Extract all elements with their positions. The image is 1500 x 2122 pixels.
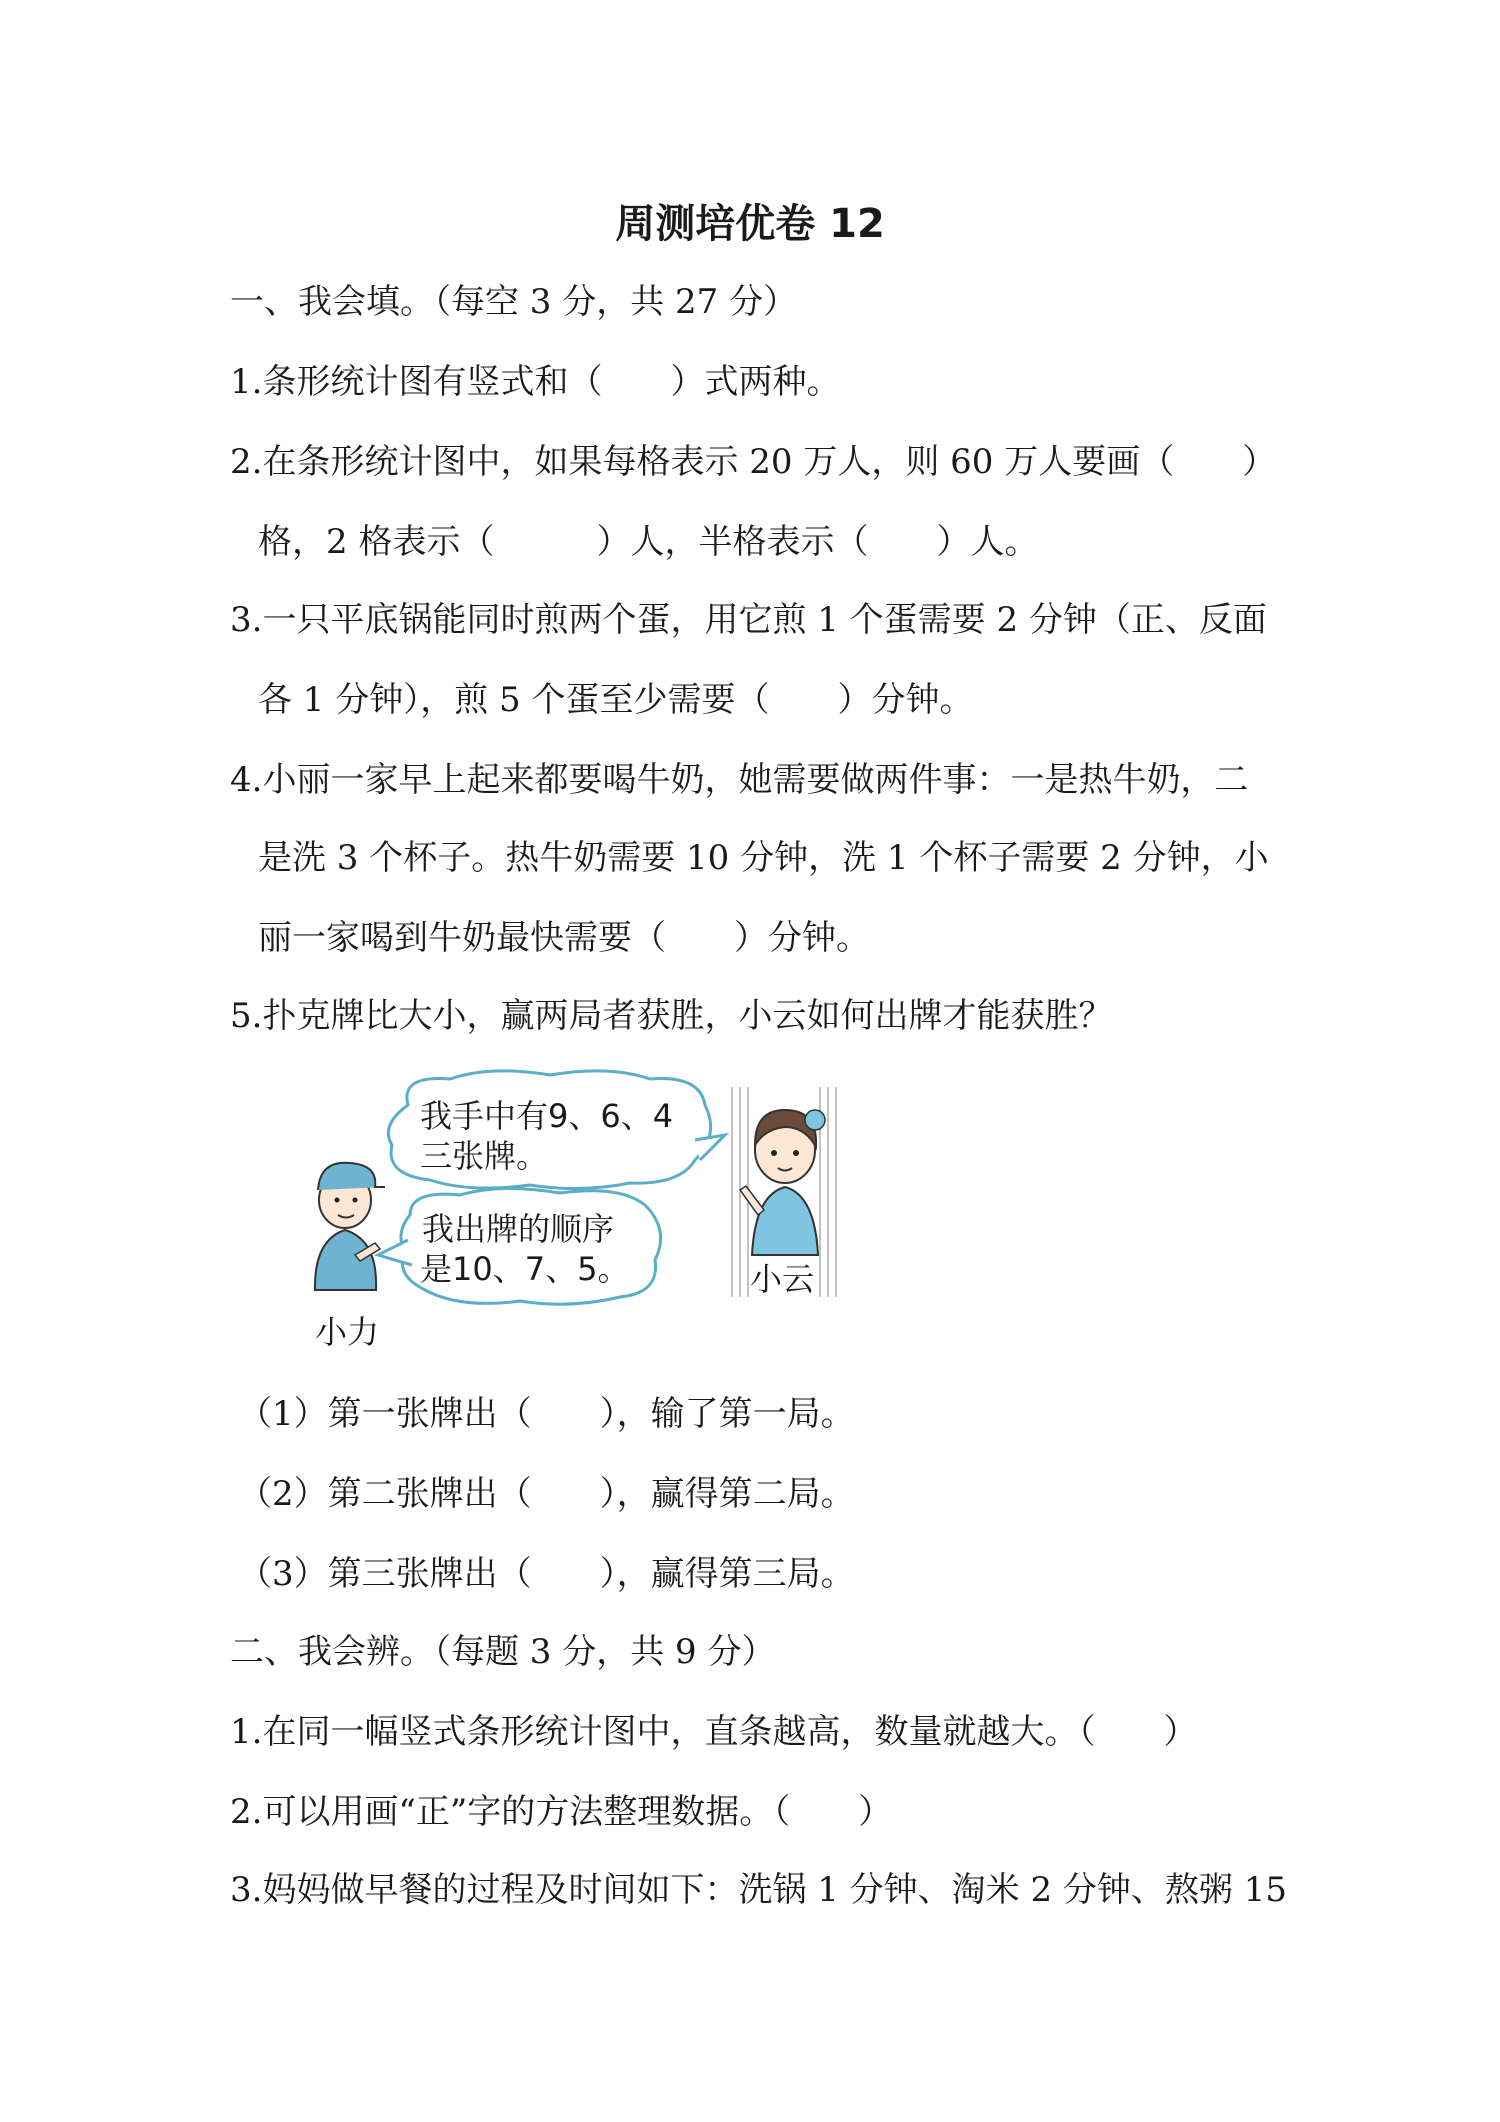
card-game-illustration: [300, 1065, 860, 1365]
speech-bubble-bottom: [378, 1188, 661, 1304]
girl-figure: [730, 1087, 840, 1298]
bubble-top-line1: 我手中有9、6、4: [420, 1097, 674, 1135]
question-1-4-line2: 是洗 3 个杯子。热牛奶需要 10 分钟，洗 1 个杯子需要 2 分钟，小: [258, 838, 1269, 878]
question-1-5-sub3: （3）第三张牌出（ ），赢得第三局。: [238, 1554, 855, 1594]
page-title: 周测培优卷 12: [615, 201, 885, 247]
boy-figure: [315, 1163, 385, 1351]
question-2-3-line1: 3.妈妈做早餐的过程及时间如下：洗锅 1 分钟、淘米 2 分钟、熬粥 15: [230, 1870, 1288, 1910]
bubble-bottom-line2: 是10、7、5。: [420, 1250, 630, 1288]
bubble-top-line2: 三张牌。: [420, 1137, 549, 1175]
section1-heading: 一、我会填。（每空 3 分，共 27 分）: [230, 282, 798, 322]
speech-bubble-top: [388, 1071, 725, 1189]
question-1-5: 5.扑克牌比大小，赢两局者获胜，小云如何出牌才能获胜？: [230, 996, 1113, 1036]
question-2-1: 1.在同一幅竖式条形统计图中，直条越高，数量就越大。（ ）: [230, 1712, 1198, 1752]
section2-heading: 二、我会辨。（每题 3 分，共 9 分）: [230, 1632, 776, 1672]
question-1-5-sub1: （1）第一张牌出（ ），输了第一局。: [238, 1394, 855, 1434]
question-1-3-line1: 3.一只平底锅能同时煎两个蛋，用它煎 1 个蛋需要 2 分钟（正、反面: [230, 600, 1267, 640]
question-1-2-line1: 2.在条形统计图中，如果每格表示 20 万人，则 60 万人要画（ ）: [230, 442, 1277, 482]
boy-name-label: 小力: [315, 1313, 380, 1351]
question-1-3-line2: 各 1 分钟），煎 5 个蛋至少需要（ ）分钟。: [258, 680, 974, 720]
question-1-4-line3: 丽一家喝到牛奶最快需要（ ）分钟。: [258, 918, 870, 958]
question-1-4-line1: 4.小丽一家早上起来都要喝牛奶，她需要做两件事：一是热牛奶，二: [230, 760, 1249, 800]
question-1-1: 1.条形统计图有竖式和（ ）式两种。: [230, 362, 841, 402]
girl-name-label: 小云: [750, 1260, 815, 1298]
question-2-2: 2.可以用画“正”字的方法整理数据。（ ）: [230, 1792, 893, 1832]
question-1-2-line2: 格，2 格表示（ ）人，半格表示（ ）人。: [258, 522, 1039, 562]
bubble-bottom-line1: 我出牌的顺序: [422, 1210, 615, 1248]
question-1-5-sub2: （2）第二张牌出（ ），赢得第二局。: [238, 1474, 855, 1514]
